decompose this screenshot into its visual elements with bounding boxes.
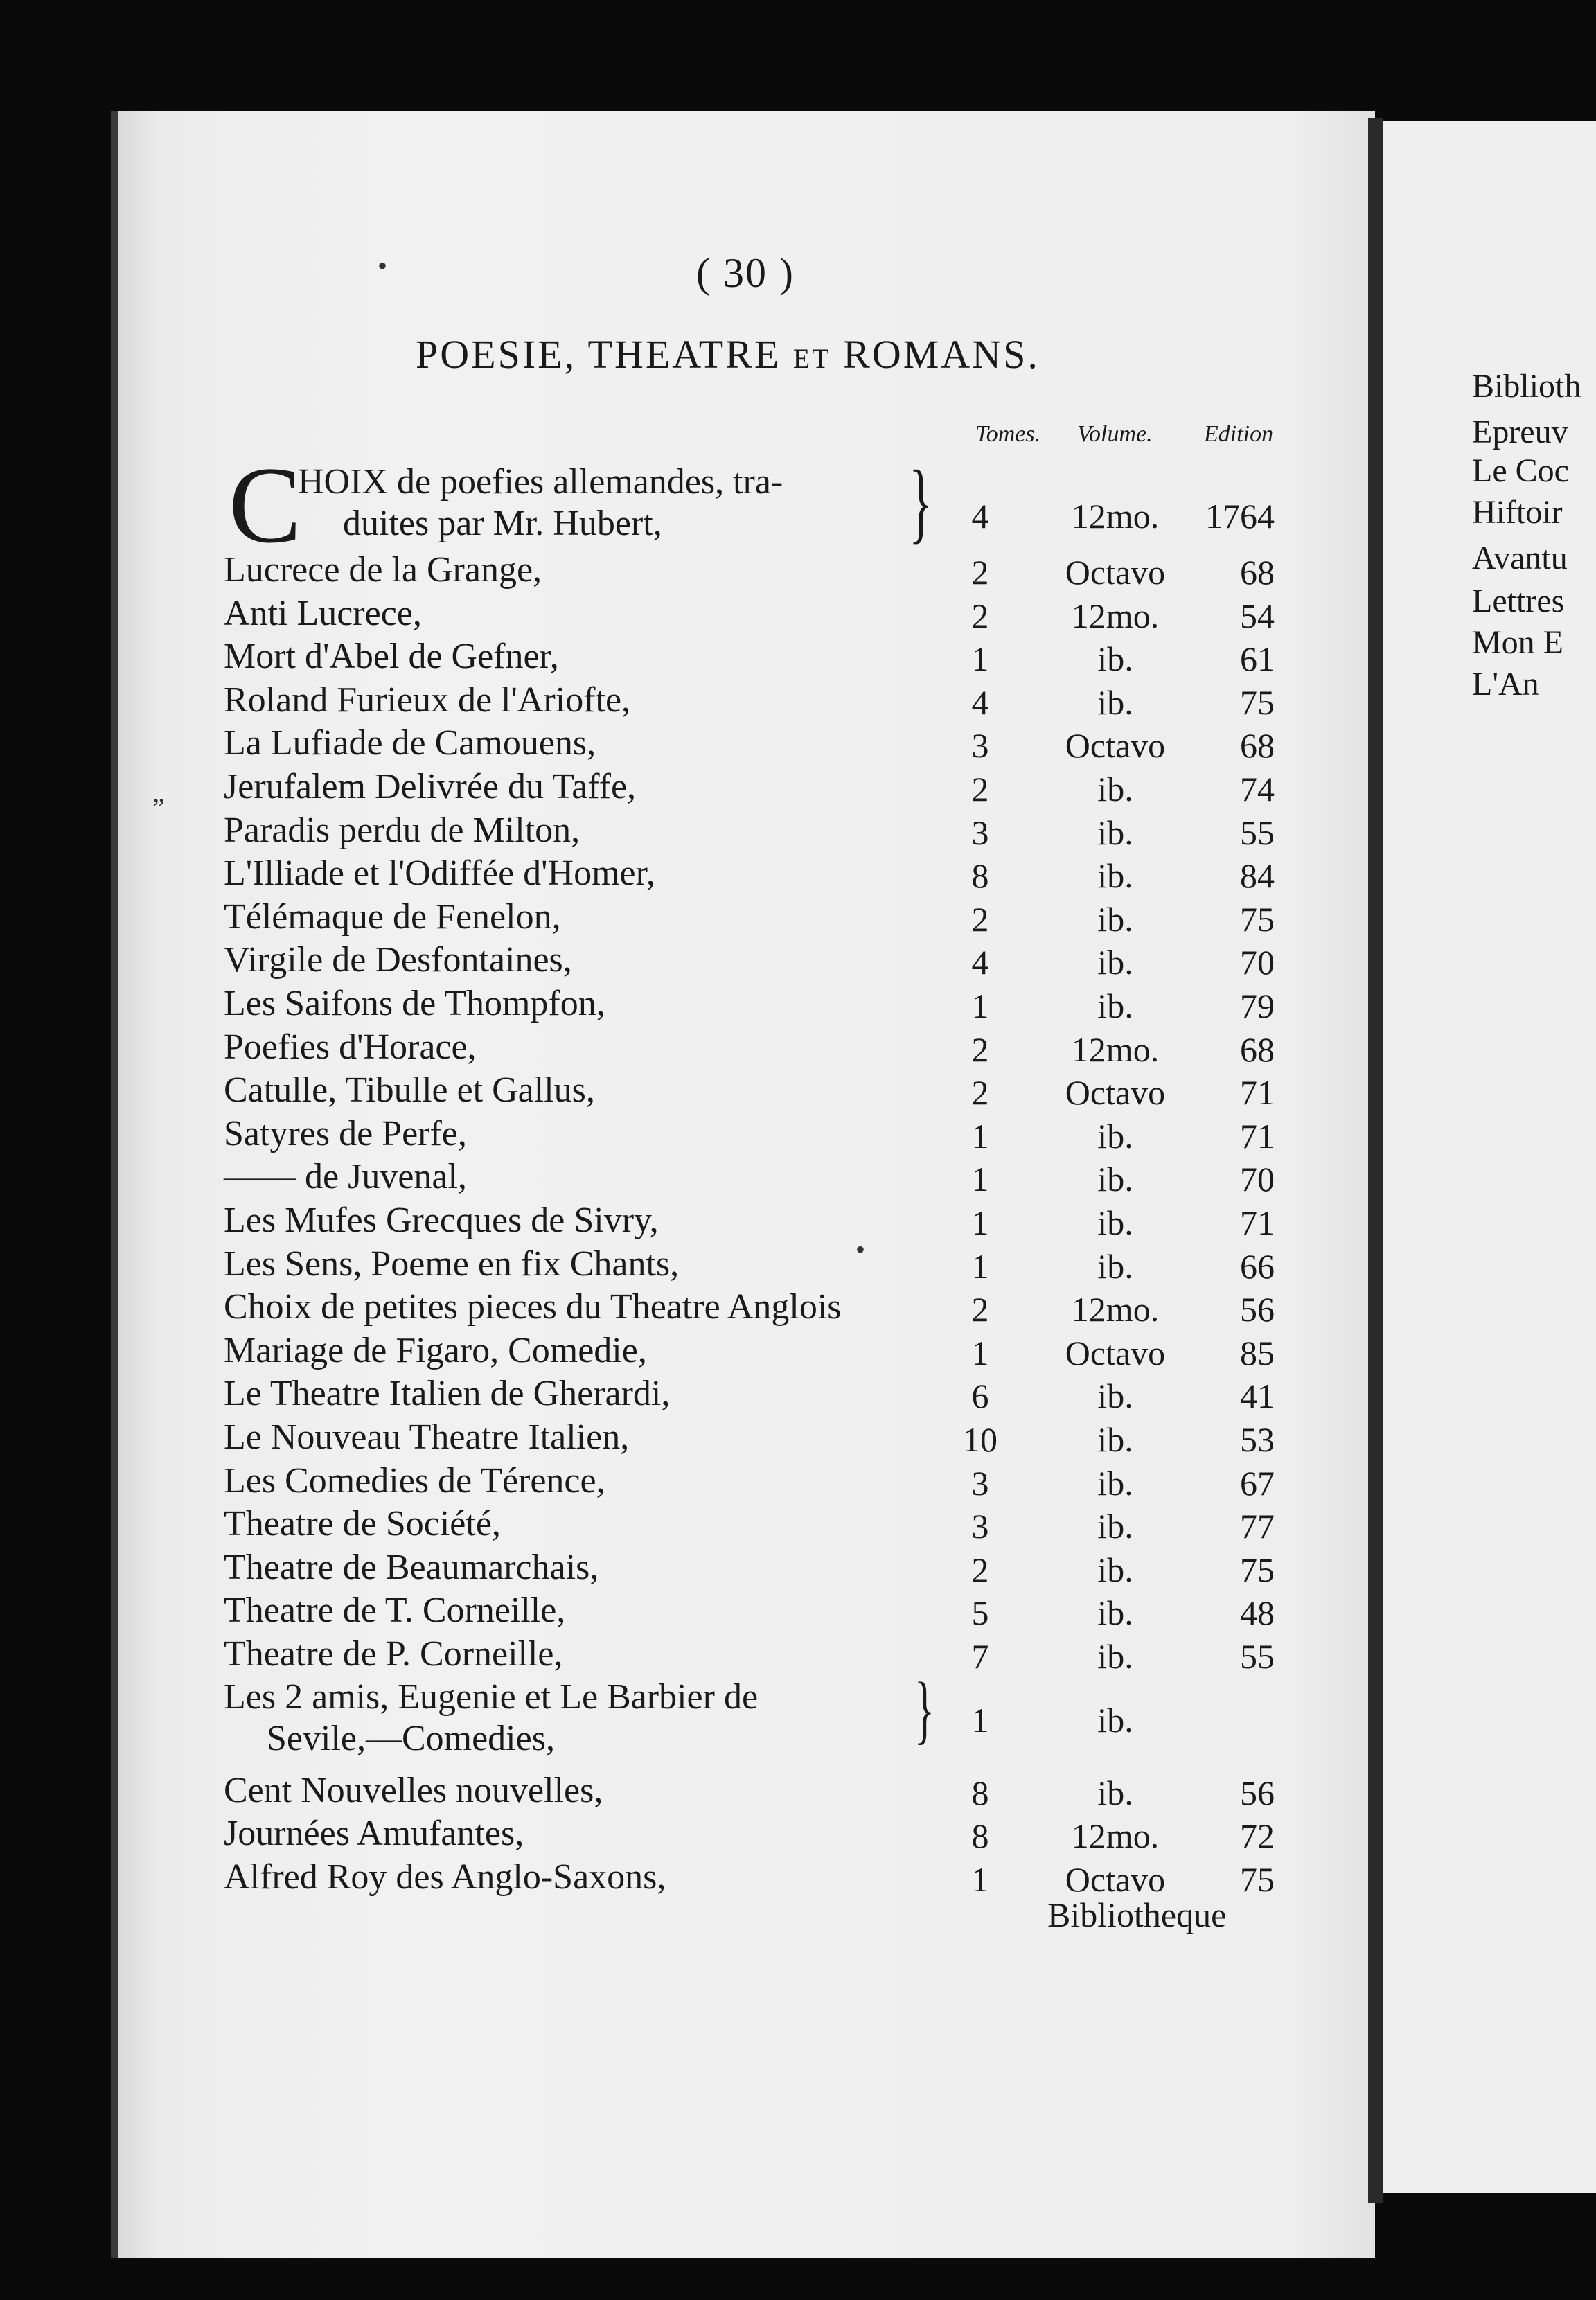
entry-title: Alfred Roy des Anglo-Saxons,: [224, 1857, 666, 1897]
entry-title: Roland Furieux de l'Ariofte,: [224, 680, 631, 720]
entry-title: Satyres de Perfe,: [224, 1114, 467, 1153]
entry-edition: 77: [1240, 1507, 1275, 1546]
stray-mark: •: [378, 250, 388, 281]
entry-title: Paradis perdu de Milton,: [224, 811, 580, 850]
entry-title: L'Illiade et l'Odiffée d'Homer,: [224, 853, 655, 893]
facing-page-line: Le Coc: [1472, 452, 1569, 489]
table-row: [0, 1547, 1385, 1590]
table-row: [0, 1503, 1385, 1546]
entry-title: Virgile de Desfontaines,: [224, 940, 572, 980]
column-header-edition: Edition: [1204, 421, 1274, 447]
entry-edition: 75: [1240, 1550, 1275, 1589]
entry-tomes: 2: [971, 1550, 989, 1589]
entry-title: La Lufiade de Camouens,: [224, 723, 596, 763]
section-title-part1: POESIE, THEATRE: [416, 332, 781, 377]
entry-edition: 53: [1240, 1420, 1275, 1459]
entry-tomes: 10: [963, 1420, 998, 1459]
two-line-entry-volume: ib.: [1097, 1701, 1133, 1740]
entry-tomes: 3: [971, 1507, 989, 1546]
table-row: [0, 896, 1385, 939]
entry-volume: Octavo: [1065, 1334, 1166, 1372]
two-line-entry-line1: Les 2 amis, Eugenie et Le Barbier de: [224, 1677, 759, 1717]
entry-volume: ib.: [1097, 770, 1133, 808]
table-row: [0, 636, 1385, 679]
two-line-entry-line2: Sevile,—Comedies,: [267, 1719, 555, 1758]
catchword: Bibliotheque: [1047, 1895, 1227, 1934]
entry-volume: 12mo.: [1071, 1290, 1160, 1329]
entry-title: Cent Nouvelles nouvelles,: [224, 1771, 603, 1810]
entry-volume: ib.: [1097, 1593, 1133, 1632]
table-row: [0, 1200, 1385, 1243]
two-line-entry-brace: }: [914, 1667, 935, 1751]
entry-title: Mort d'Abel de Gefner,: [224, 637, 559, 676]
entry-title: Le Nouveau Theatre Italien,: [224, 1417, 630, 1457]
entry-tomes: 8: [971, 1816, 989, 1855]
table-row: [0, 1857, 1385, 1900]
entry-volume: ib.: [1097, 1160, 1133, 1198]
table-row: [0, 853, 1385, 896]
entry-tomes: 8: [971, 1773, 989, 1812]
first-entry-edition: 1764: [1205, 497, 1275, 536]
entry-edition: 75: [1240, 683, 1275, 722]
entry-volume: Octavo: [1065, 726, 1166, 765]
entry-volume: ib.: [1097, 1464, 1133, 1503]
entry-tomes: 2: [971, 1290, 989, 1329]
first-entry-line2: duites par Mr. Hubert,: [343, 504, 662, 543]
entry-title: Les Comedies de Térence,: [224, 1461, 605, 1501]
entry-title: Choix de petites pieces du Theatre Anglois: [224, 1287, 842, 1327]
table-row: [0, 593, 1385, 636]
facing-page-line: Biblioth: [1472, 368, 1581, 405]
entry-title: Lucrece de la Grange,: [224, 550, 542, 590]
entry-edition: 71: [1240, 1117, 1275, 1156]
entry-edition: 56: [1240, 1773, 1275, 1812]
entry-volume: Octavo: [1065, 1860, 1166, 1899]
entry-title: Journées Amufantes,: [224, 1814, 524, 1853]
entry-title: Mariage de Figaro, Comedie,: [224, 1331, 647, 1370]
table-row: [0, 766, 1385, 809]
entry-edition: 68: [1240, 553, 1275, 592]
column-header-volume: Volume.: [1077, 421, 1153, 447]
entry-volume: ib.: [1097, 1507, 1133, 1546]
entry-tomes: 2: [971, 553, 989, 592]
first-entry-brace: }: [909, 452, 933, 552]
entry-volume: 12mo.: [1071, 596, 1160, 635]
entry-edition: 72: [1240, 1816, 1275, 1855]
table-row: [0, 1417, 1385, 1460]
table-row: [0, 1813, 1385, 1856]
entry-tomes: 8: [971, 856, 989, 895]
entry-tomes: 1: [971, 1117, 989, 1156]
table-row: [0, 1027, 1385, 1070]
entry-edition: 79: [1240, 987, 1275, 1025]
entry-tomes: 4: [971, 683, 989, 722]
table-row: [0, 983, 1385, 1026]
section-title-part3: ROMANS.: [843, 332, 1040, 377]
first-entry-line1: HOIX de poefies allemandes, tra-: [298, 462, 783, 502]
table-row: [0, 1286, 1385, 1329]
entry-tomes: 1: [971, 987, 989, 1025]
entry-volume: ib.: [1097, 1247, 1133, 1286]
entry-title: —— de Juvenal,: [224, 1157, 467, 1196]
entry-edition: 66: [1240, 1247, 1275, 1286]
entry-tomes: 4: [971, 943, 989, 982]
entry-volume: ib.: [1097, 639, 1133, 678]
entry-tomes: 2: [971, 770, 989, 808]
entry-edition: 71: [1240, 1073, 1275, 1112]
entry-edition: 75: [1240, 900, 1275, 939]
table-row: [0, 723, 1385, 766]
entry-volume: ib.: [1097, 1550, 1133, 1589]
stray-mark: •: [855, 1234, 866, 1265]
table-row: [0, 680, 1385, 723]
entry-tomes: 6: [971, 1377, 989, 1415]
entry-tomes: 1: [971, 1334, 989, 1372]
section-title-part2: ET: [792, 343, 831, 374]
entry-volume: ib.: [1097, 1377, 1133, 1415]
entry-volume: ib.: [1097, 1420, 1133, 1459]
entry-tomes: 7: [971, 1637, 989, 1676]
entry-tomes: 3: [971, 813, 989, 852]
entry-tomes: 1: [971, 1203, 989, 1242]
entry-title: Télémaque de Fenelon,: [224, 897, 561, 937]
table-row: [0, 1373, 1385, 1416]
entry-volume: 12mo.: [1071, 1816, 1160, 1855]
entry-volume: ib.: [1097, 683, 1133, 722]
entry-volume: ib.: [1097, 900, 1133, 939]
entry-title: Theatre de Beaumarchais,: [224, 1548, 599, 1587]
entry-title: Les Mufes Grecques de Sivry,: [224, 1201, 659, 1240]
entry-title: Catulle, Tibulle et Gallus,: [224, 1070, 595, 1110]
entry-tomes: 2: [971, 1030, 989, 1069]
first-entry-tomes: 4: [971, 497, 989, 536]
facing-page-line: L'An: [1472, 666, 1539, 702]
entry-edition: 54: [1240, 596, 1275, 635]
entry-title: Poefies d'Horace,: [224, 1027, 477, 1067]
entry-volume: ib.: [1097, 1117, 1133, 1156]
entry-title: Les Saifons de Thompfon,: [224, 984, 605, 1023]
entry-edition: 67: [1240, 1464, 1275, 1503]
two-line-entry-values: [0, 1697, 1385, 1740]
entry-edition: 70: [1240, 1160, 1275, 1198]
entry-volume: ib.: [1097, 943, 1133, 982]
entry-edition: 68: [1240, 726, 1275, 765]
first-entry-volume: 12mo.: [1071, 497, 1160, 536]
entry-tomes: 1: [971, 639, 989, 678]
entry-tomes: 2: [971, 596, 989, 635]
entry-edition: 48: [1240, 1593, 1275, 1632]
table-row: [0, 1113, 1385, 1156]
facing-page-line: Mon E: [1472, 624, 1563, 661]
table-row: [0, 1460, 1385, 1503]
two-line-entry-tomes: 1: [971, 1701, 989, 1740]
entry-volume: ib.: [1097, 1773, 1133, 1812]
entry-edition: 55: [1240, 1637, 1275, 1676]
entry-volume: ib.: [1097, 1203, 1133, 1242]
table-row: [0, 1590, 1385, 1633]
stray-mark: „: [152, 777, 165, 808]
table-row: [0, 1156, 1385, 1199]
entry-title: Le Theatre Italien de Gherardi,: [224, 1374, 671, 1413]
first-entry-values: [0, 493, 1385, 536]
entry-tomes: 2: [971, 900, 989, 939]
table-row: [0, 1070, 1385, 1113]
entry-edition: 75: [1240, 1860, 1275, 1899]
facing-page-line: Lettres: [1472, 583, 1565, 619]
entry-volume: 12mo.: [1071, 1030, 1160, 1069]
table-row: [0, 810, 1385, 853]
section-title: [416, 331, 1040, 378]
entry-volume: ib.: [1097, 1637, 1133, 1676]
entry-title: Theatre de Société,: [224, 1504, 501, 1543]
table-row: [0, 549, 1385, 592]
facing-page-line: Avantu: [1472, 540, 1568, 576]
entry-edition: 41: [1240, 1377, 1275, 1415]
entry-tomes: 1: [971, 1160, 989, 1198]
entry-title: Jerufalem Delivrée du Taffe,: [224, 767, 637, 806]
table-row: [0, 1330, 1385, 1373]
entry-tomes: 3: [971, 1464, 989, 1503]
table-row: [0, 939, 1385, 982]
entry-title: Les Sens, Poeme en fix Chants,: [224, 1244, 680, 1284]
table-row: [0, 1770, 1385, 1813]
entry-edition: 56: [1240, 1290, 1275, 1329]
entry-edition: 71: [1240, 1203, 1275, 1242]
entry-tomes: 1: [971, 1860, 989, 1899]
entry-edition: 84: [1240, 856, 1275, 895]
entry-volume: Octavo: [1065, 553, 1166, 592]
entry-tomes: 2: [971, 1073, 989, 1112]
entry-edition: 85: [1240, 1334, 1275, 1372]
table-row: [0, 1634, 1385, 1677]
entry-tomes: 1: [971, 1247, 989, 1286]
entry-edition: 68: [1240, 1030, 1275, 1069]
entry-volume: Octavo: [1065, 1073, 1166, 1112]
entry-title: Anti Lucrece,: [224, 594, 422, 633]
entry-tomes: 3: [971, 726, 989, 765]
facing-page-line: Epreuv: [1472, 414, 1568, 450]
facing-page-line: Hiftoir: [1472, 494, 1563, 531]
entry-edition: 70: [1240, 943, 1275, 982]
entry-volume: ib.: [1097, 987, 1133, 1025]
dropcap-letter: C: [229, 445, 302, 566]
entry-title: Theatre de T. Corneille,: [224, 1591, 566, 1630]
entry-volume: ib.: [1097, 813, 1133, 852]
entry-edition: 55: [1240, 813, 1275, 852]
table-row: [0, 1244, 1385, 1286]
page-number: ( 30 ): [696, 250, 795, 296]
entry-title: Theatre de P. Corneille,: [224, 1634, 563, 1674]
column-header-tomes: Tomes.: [975, 421, 1041, 447]
entry-edition: 61: [1240, 639, 1275, 678]
entry-volume: ib.: [1097, 856, 1133, 895]
entry-edition: 74: [1240, 770, 1275, 808]
entry-tomes: 5: [971, 1593, 989, 1632]
